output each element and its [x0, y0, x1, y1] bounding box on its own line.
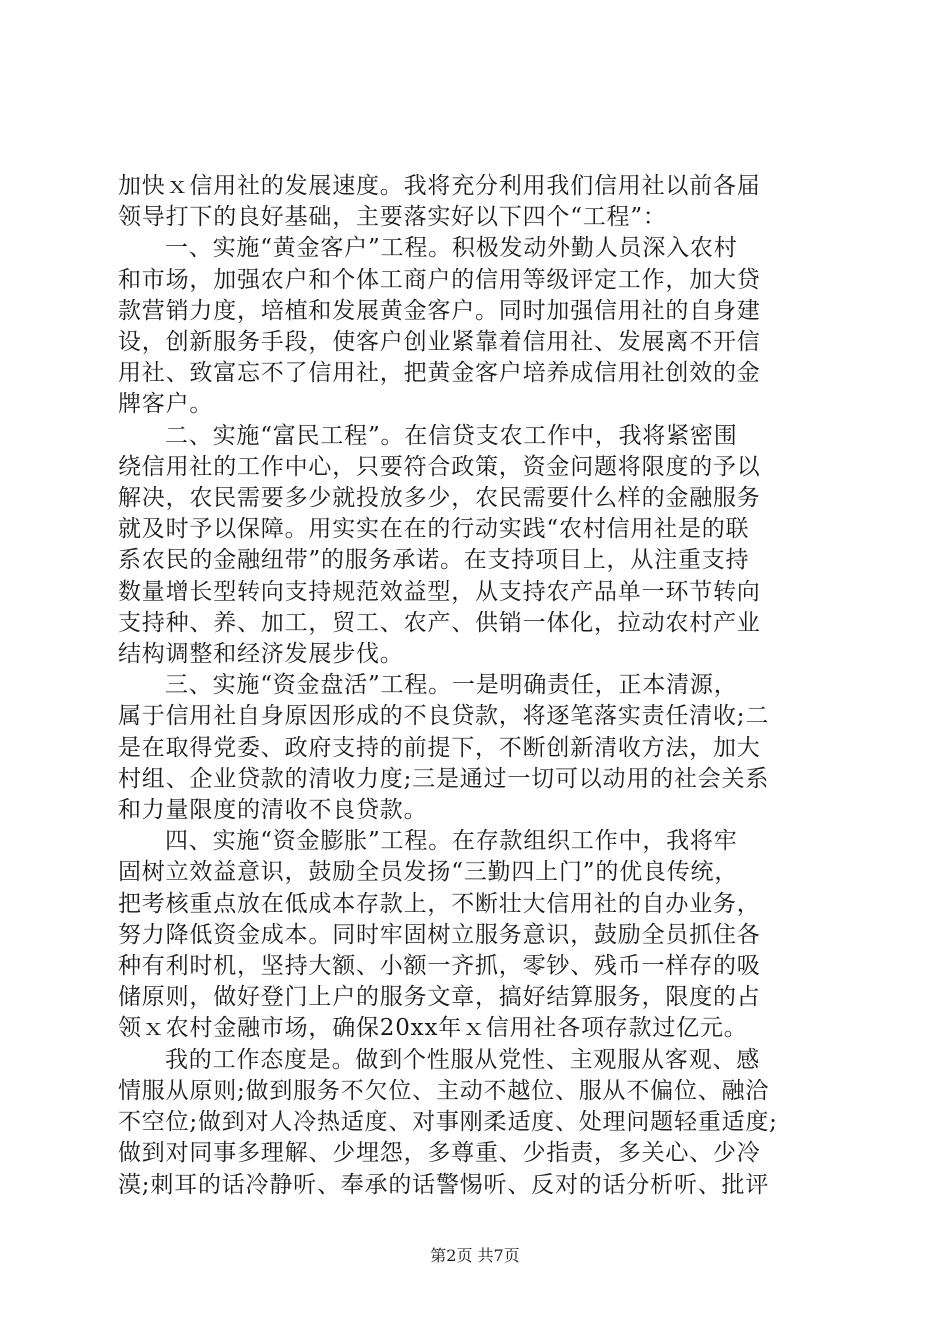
text-line: 固树立效益意识，鼓励全员发扬“三勤四上门”的优良传统， [118, 859, 739, 886]
text-line: 我的工作态度是。做到个性服从党性、主观服从客观、感 [165, 1046, 760, 1073]
text-line: 结构调整和经济发展步伐。 [118, 641, 404, 668]
text-line: 数量增长型转向支持规范效益型，从支持农产品单一环节转向 [118, 578, 761, 605]
paragraph-expand-funds [118, 826, 838, 857]
text-line: 三、实施“资金盘活”工程。一是明确责任，正本清源， [165, 672, 738, 699]
paragraph-gold-customer-cont [118, 265, 838, 421]
text-line: 是在取得党委、政府支持的前提下，不断创新清收方法，加大 [118, 734, 761, 761]
text-line: 设，创新服务手段，使客户创业紧靠着信用社、发展离不开信 [118, 329, 761, 356]
text-line: 村组、企业贷款的清收力度;三是通过一切可以动用的社会关系 [118, 765, 770, 792]
text-line: 做到对同事多理解、少埋怨，多尊重、少指责，多关心、少冷 [118, 1140, 761, 1167]
text-line: 和力量限度的清收不良贷款。 [118, 797, 428, 824]
text-line: 系农民的金融纽带”的服务承诺。在支持项目上，从注重支持 [118, 547, 750, 574]
text-line: 种有利时机，坚持大额、小额一齐抓，零钞、残币一样存的吸 [118, 953, 761, 980]
text-line: 一、实施“黄金客户”工程。积极发动外勤人员深入农村 [165, 235, 738, 262]
text-line: 牌客户。 [118, 391, 214, 418]
page-number-footer: 第2页 共7页 [430, 1246, 520, 1265]
text-line: 领ｘ农村金融市场，确保20xx年ｘ信用社各项存款过亿元。 [118, 1015, 748, 1042]
text-line: 就及时予以保障。用实实在在的行动实践“农村信用社是的联 [118, 516, 750, 543]
paragraph-gold-customer [118, 233, 838, 264]
text-line: 四、实施“资金膨胀”工程。在存款组织工作中，我将牢 [165, 828, 738, 855]
text-line: 领导打下的良好基础，主要落实好以下四个“工程”： [118, 204, 667, 231]
text-line: 属于信用社自身原因形成的不良贷款，将逐笔落实责任清收;二 [118, 703, 770, 730]
paragraph-work-attitude [118, 1045, 838, 1076]
text-line: 和市场，加强农户和个体工商户的信用等级评定工作，加大贷 [118, 266, 761, 293]
text-line: 储原则，做好登门上户的服务文章，搞好结算服务，限度的占 [118, 984, 761, 1011]
text-line: 努力降低资金成本。同时牢固树立服务意识，鼓励全员抓住各 [118, 921, 761, 948]
paragraph-work-attitude-cont [118, 1076, 838, 1201]
text-line: 情服从原则;做到服务不欠位、主动不越位、服从不偏位、融洽 [118, 1077, 770, 1104]
text-line: 不空位;做到对人冷热适度、对事刚柔适度、处理问题轻重适度; [118, 1109, 778, 1136]
text-line: 解决，农民需要多少就投放多少，农民需要什么样的金融服务 [118, 485, 761, 512]
text-line: 漠;刺耳的话冷静听、奉承的话警惕听、反对的话分析听、批评 [118, 1171, 770, 1198]
text-line: 绕信用社的工作中心，只要符合政策，资金问题将限度的予以 [118, 453, 761, 480]
paragraph-revitalize-funds-cont [118, 701, 838, 826]
body-text [118, 171, 838, 1201]
paragraph-enrich-people-cont [118, 452, 838, 670]
text-line: 款营销力度，培植和发展黄金客户。同时加强信用社的自身建 [118, 297, 761, 324]
paragraph-expand-funds-cont [118, 857, 838, 1044]
paragraph-intro [118, 171, 838, 233]
text-line: 把考核重点放在低成本存款上，不断壮大信用社的自办业务， [118, 890, 761, 917]
paragraph-enrich-people [118, 421, 838, 452]
text-line: 支持种、养、加工，贸工、农产、供销一体化，拉动农村产业 [118, 609, 761, 636]
text-line: 二、实施“富民工程”。在信贷支农工作中，我将紧密围 [165, 422, 738, 449]
text-line: 用社、致富忘不了信用社，把黄金客户培养成信用社创效的金 [118, 360, 761, 387]
text-line: 加快ｘ信用社的发展速度。我将充分利用我们信用社以前各届 [118, 173, 761, 199]
paragraph-revitalize-funds [118, 670, 838, 701]
